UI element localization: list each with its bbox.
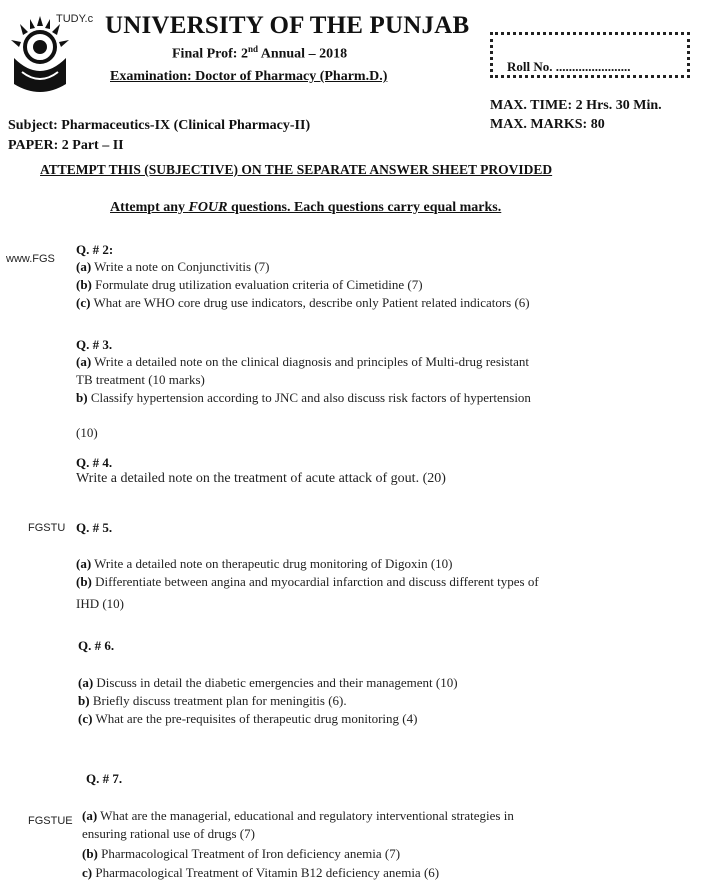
question-part: IHD (10) — [76, 596, 125, 611]
question-part: Write a detailed note on the treatment of acute attack of gout. (20) — [76, 471, 446, 486]
question-label: Q. # 6. — [78, 638, 115, 653]
question-part: (a) Write a detailed note on therapeutic drug monitoring of Digoxin (10) — [76, 556, 453, 571]
question-label: Q. # 4. — [76, 455, 113, 470]
attempt-instruction: ATTEMPT THIS (SUBJECTIVE) ON THE SEPARATE ANSWER SHEET PROVIDED — [40, 162, 553, 177]
question-part: (a) Discuss in detail the diabetic emergencies and their management (10) — [78, 675, 458, 690]
university-logo — [8, 14, 72, 98]
question-label: Q. # 7. — [86, 771, 123, 786]
question-part: b) Briefly discuss treatment plan for meningitis (6). — [78, 693, 347, 708]
roll-number-label: Roll No. ....................... — [507, 59, 631, 74]
question-part: (a) Write a note on Conjunctivitis (7) — [76, 259, 270, 274]
watermark: FGSTUE — [28, 815, 73, 827]
question-part: (10) — [76, 425, 98, 440]
question-part: (a) What are the managerial, educational and regulatory interventional strategies in — [82, 808, 514, 823]
question-part: (c) What are WHO core drug use indicators, describe only Patient related indicators (6) — [76, 295, 530, 310]
question-part: (b) Pharmacological Treatment of Iron deficiency anemia (7) — [82, 846, 401, 861]
examination-title: Examination: Doctor of Pharmacy (Pharm.D.) — [110, 69, 388, 84]
question-part: (c) What are the pre-requisites of therapeutic drug monitoring (4) — [78, 711, 418, 726]
question-part: b) Classify hypertension according to JNC and also discuss risk factors of hypertension — [76, 390, 531, 405]
question-part: (a) Write a detailed note on the clinical diagnosis and principles of Multi-drug resistant — [76, 354, 530, 369]
question-part: (b) Formulate drug utilization evaluation criteria of Cimetidine (7) — [76, 277, 423, 292]
question-part: TB treatment (10 marks) — [76, 372, 205, 387]
university-title: UNIVERSITY OF THE PUNJAB — [105, 12, 470, 39]
question-part: c) Pharmacological Treatment of Vitamin B12 deficiency anemia (6) — [82, 865, 440, 880]
paper-line: PAPER: 2 Part – II — [8, 138, 124, 153]
max-time: MAX. TIME: 2 Hrs. 30 Min. — [490, 98, 662, 113]
question-part: (b) Differentiate between angina and myocardial infarction and discuss different types of — [76, 574, 539, 589]
question-label: Q. # 3. — [76, 337, 113, 352]
questions-instruction: Attempt any FOUR questions. Each questions carry equal marks. — [110, 200, 502, 215]
question-part: ensuring rational use of drugs (7) — [82, 826, 255, 841]
watermark: TUDY.c — [56, 13, 94, 25]
subject-line: Subject: Pharmaceutics-IX (Clinical Pharmacy-II) — [8, 118, 311, 133]
question-label: Q. # 2: — [76, 242, 114, 257]
question-label: Q. # 5. — [76, 520, 113, 535]
exam-session: Final Prof: 2nd Annual – 2018 — [172, 44, 348, 62]
watermark: FGSTU — [28, 522, 66, 534]
max-marks: MAX. MARKS: 80 — [490, 117, 605, 132]
roll-number-box — [490, 32, 690, 78]
watermark: www.FGS — [6, 253, 55, 265]
